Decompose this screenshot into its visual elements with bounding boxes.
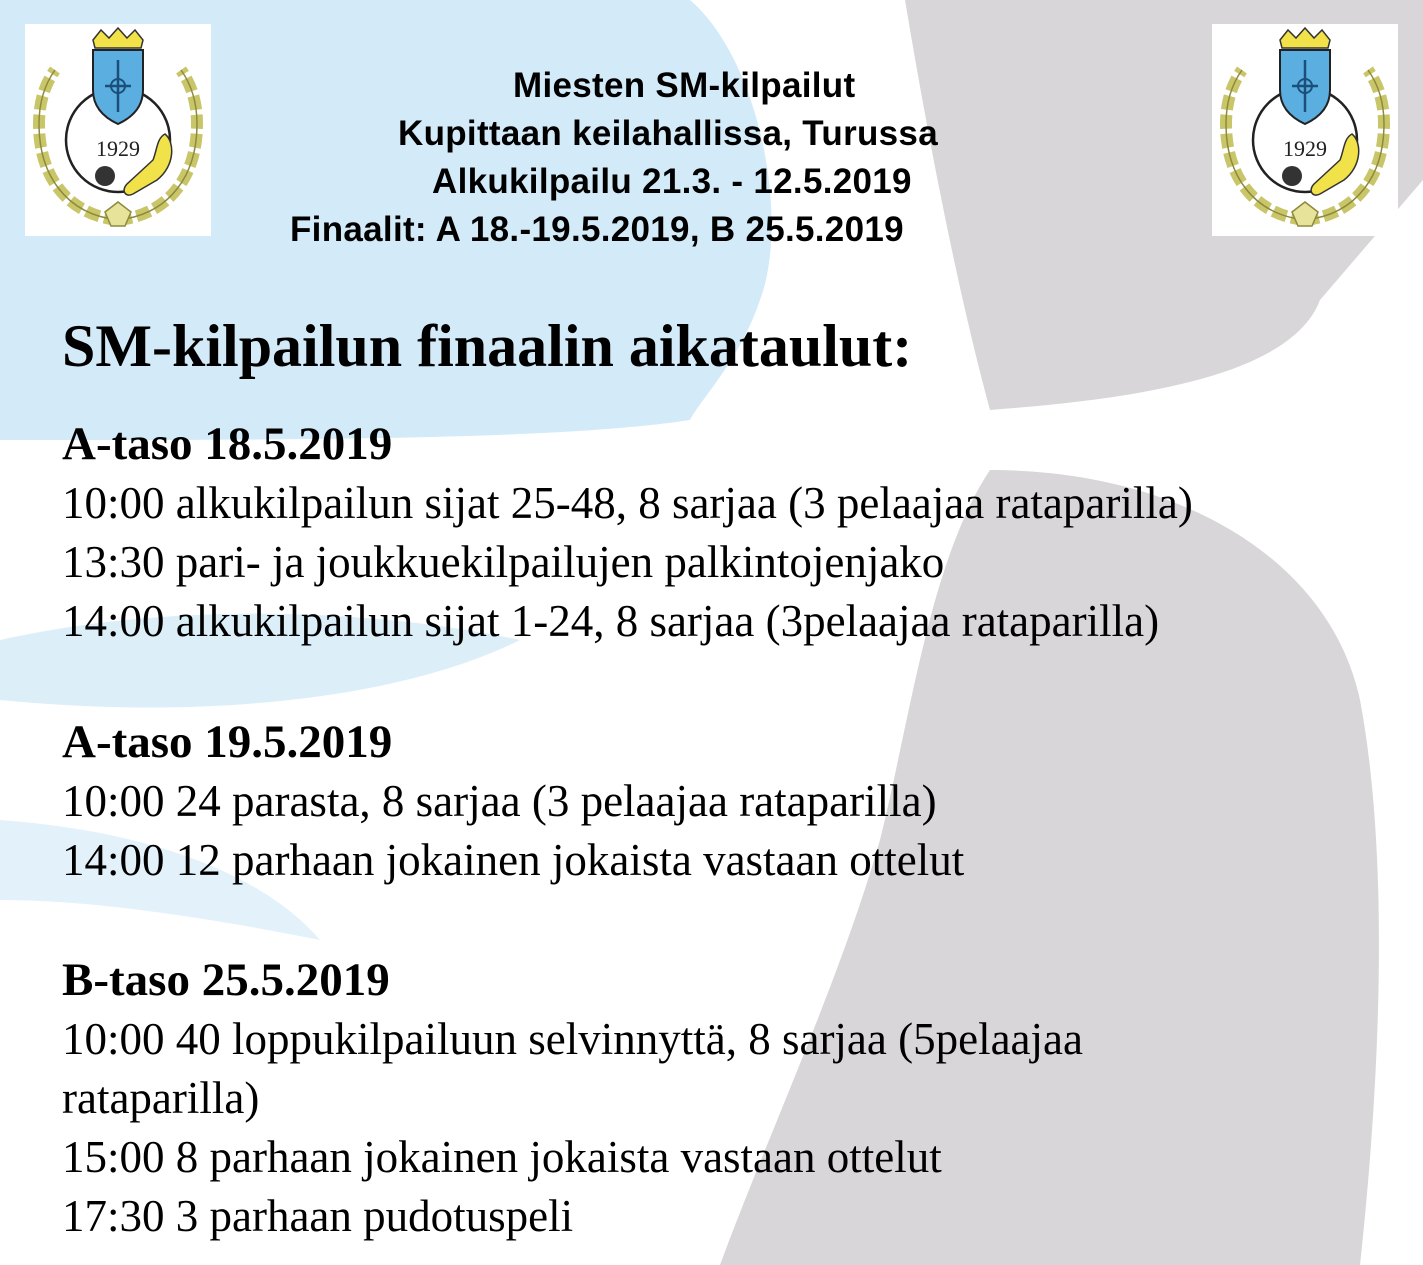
page-title: SM-kilpailun finaalin aikataulut: xyxy=(62,313,913,379)
club-logo-right xyxy=(1212,24,1398,236)
section-heading: A-taso 19.5.2019 xyxy=(62,716,393,768)
header-line-title: Miesten SM-kilpailut xyxy=(513,66,856,105)
schedule-section-b xyxy=(62,950,1262,1246)
schedule-item: 13:30 pari- ja joukkuekilpailujen palkintojenjako xyxy=(62,537,945,587)
section-heading: A-taso 18.5.2019 xyxy=(62,418,393,470)
schedule-item: 10:00 alkukilpailun sijat 25-48, 8 sarjaa (3 pelaajaa rataparilla) xyxy=(62,478,1193,528)
schedule-item: 17:30 3 parhaan pudotuspeli xyxy=(62,1191,574,1241)
svg-text:1929: 1929 xyxy=(96,136,140,161)
schedule-item: 10:00 40 loppukilpailuun selvinnyttä, 8 sarjaa (5pelaajaa rataparilla) xyxy=(62,1014,1083,1123)
schedule-section-a-day2 xyxy=(62,712,1382,890)
svg-text:1929: 1929 xyxy=(1283,136,1327,161)
bowling-club-crest-icon xyxy=(1212,24,1398,236)
schedule-item: 14:00 alkukilpailun sijat 1-24, 8 sarjaa (3pelaajaa rataparilla) xyxy=(62,596,1160,646)
section-heading: B-taso 25.5.2019 xyxy=(62,954,390,1006)
schedule-item: 14:00 12 parhaan jokainen jokaista vastaan ottelut xyxy=(62,835,965,885)
schedule-item: 15:00 8 parhaan jokainen jokaista vastaan ottelut xyxy=(62,1132,942,1182)
bowling-club-crest-icon xyxy=(25,24,211,236)
schedule-section-a-day1 xyxy=(62,414,1382,651)
schedule-item: 10:00 24 parasta, 8 sarjaa (3 pelaajaa rataparilla) xyxy=(62,776,937,826)
club-logo-left xyxy=(25,24,211,236)
header-line-finals: Finaalit: A 18.-19.5.2019, B 25.5.2019 xyxy=(290,210,904,249)
header-line-venue: Kupittaan keilahallissa, Turussa xyxy=(398,114,938,153)
header-line-qualifying: Alkukilpailu 21.3. - 12.5.2019 xyxy=(432,162,912,201)
